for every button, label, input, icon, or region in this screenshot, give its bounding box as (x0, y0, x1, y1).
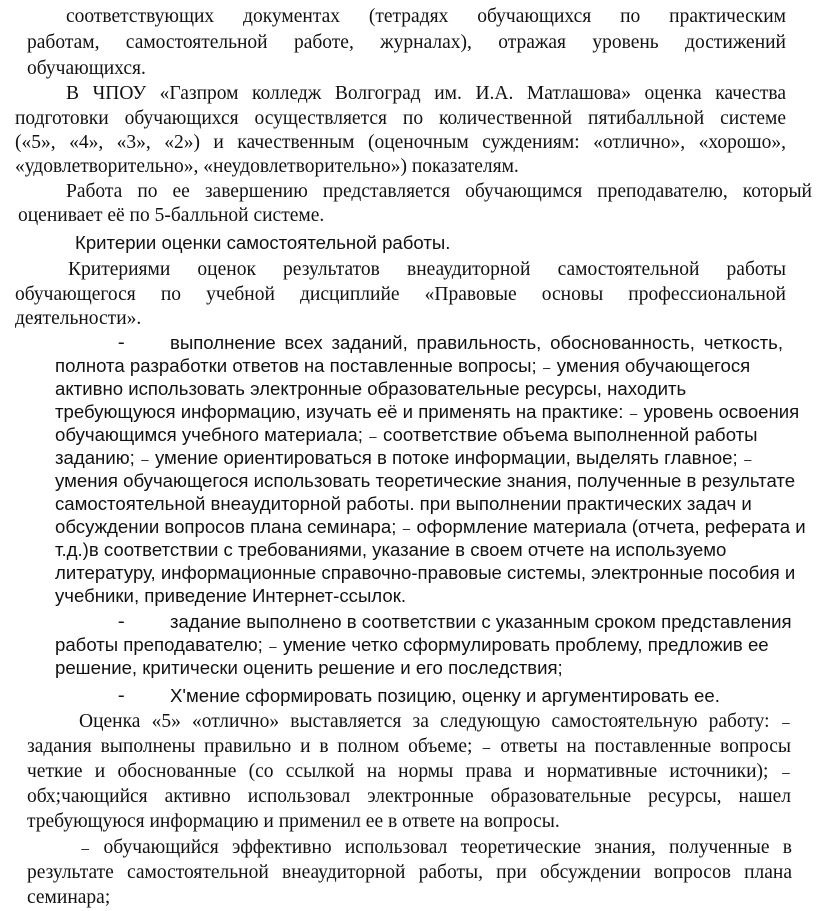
p1-line-2: работам, самостоятельной работе, журналах), отражая уровень достижений (27, 32, 786, 53)
p3-line-2: оценивает её по 5-балльной системе. (18, 205, 325, 226)
list2-line-3: решение, критически оценить решение и его последствия; (55, 657, 563, 678)
p1-line-1: соответствующих документах (тетрадях обучающихся по практическим (66, 6, 786, 27)
p5-line-3: четкие и обоснованные (со ссылкой на нормы права и нормативные источники); ₋ (27, 761, 791, 782)
p6-line-2: результате самостоятельной внеаудиторной работы, при обсуждении вопросов плана (27, 862, 792, 883)
p2-line-1: В ЧПОУ «Газпром колледж Волгоград им. И.А. Матлашова» оценка качества (66, 83, 786, 104)
p4-line-3: деятельности». (15, 308, 142, 329)
p2-line-3: («5», «4», «3», «2») и качественным (оценочным суждениям: «отлично», «хорошо», (15, 132, 786, 153)
list-dash-2: - (118, 611, 125, 632)
list-dash-3: - (118, 685, 125, 706)
p5-line-1: Оценка «5» «отлично» выставляется за следующую самостоятельную работу: ₋ (79, 711, 791, 732)
list1-line-4: требующуюся информацию, изучать её и применять на практике: ₋ уровень освоения (55, 401, 800, 422)
p5-line-4: обх;чающийся активно использовал электронные образовательные ресурсы, нашел (27, 786, 791, 807)
p2-line-2: подготовки обучающихся осуществляется по количественной пятибалльной системе (15, 108, 786, 129)
list3-line-1: Х'мение сформировать позицию, оценку и аргументировать ее. (170, 685, 720, 706)
p4-line-2: обучающегося по учебной дисциплийе «Правовые основы профессиональной (15, 284, 786, 305)
list2-line-2: работы преподавателю; ₋ умение четко сформулировать проблему, предложив ее (55, 634, 769, 655)
p2-line-4: «удовлетворительно», «неудовлетворительно») показателям. (15, 156, 519, 177)
section-heading: Критерии оценки самостоятельной работы. (75, 232, 451, 253)
p6-line-3: семинара; (27, 887, 111, 908)
list1-line-3: активно использовать электронные образовательные ресурсы, находить (55, 378, 687, 399)
list1-line-11: литературу, информационные справочно-правовые системы, электронные пособия и (55, 562, 796, 583)
list1-line-7: умения обучающегося использовать теоретические знания, полученные в результате (55, 470, 796, 491)
list1-line-1: выполнение всех заданий, правильность, обоснованность, четкость, (170, 332, 783, 353)
p5-line-2: задания выполнены правильно и в полном объеме; ₋ ответы на поставленные вопросы (27, 736, 791, 757)
list-dash-1: - (118, 332, 125, 353)
p3-line-1: Работа по ее завершению представляется обучающимся преподавателю, который (66, 181, 812, 202)
list1-line-10: т.д.)в соответствии с требованиями, указание в своем отчете на используемо (55, 539, 727, 560)
p5-line-5: требующуюся информацию и применил ее в ответе на вопросы. (27, 811, 560, 832)
list1-line-5: обучающимся учебного материала; ₋ соответствие объема выполненной работы (55, 424, 758, 445)
list1-line-6: заданию; ₋ умение ориентироваться в потоке информации, выделять главное; ₋ (55, 447, 753, 468)
p6-line-1: ₋ обучающийся эффективно использовал теоретические знания, полученные в (80, 837, 792, 858)
list1-line-2: полнота разработки ответов на поставленные вопросы; ₋ умения обучающегося (55, 355, 751, 376)
p1-line-3: обучающихся. (27, 58, 146, 79)
list1-line-12: учебники, приведение Интернет-ссылок. (55, 585, 407, 606)
list1-line-9: обсуждении вопросов плана семинара; ₋ оформление материала (отчета, реферата и (55, 516, 806, 537)
list1-line-8: самостоятельной внеаудиторной работы. при выполнении практических задач и (55, 493, 752, 514)
p4-line-1: Критериями оценок результатов внеаудиторной самостоятельной работы (68, 259, 786, 280)
list2-line-1: задание выполнено в соответствии с указанным сроком представления (170, 611, 792, 632)
